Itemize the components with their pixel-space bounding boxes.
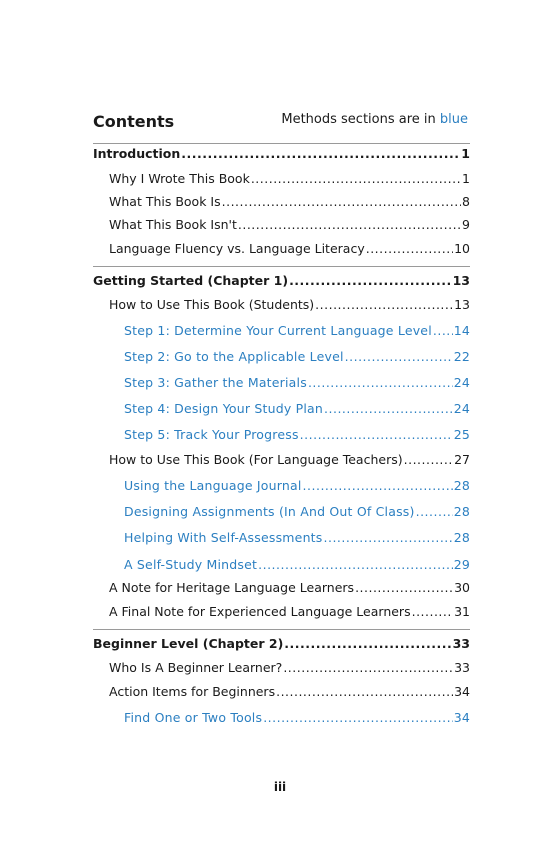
toc-entry-title: A Self-Study Mindset	[124, 557, 258, 572]
toc-entry	[109, 659, 470, 677]
page-title: Contents	[93, 112, 175, 131]
page-number: iii	[273, 780, 287, 794]
dot-leader	[251, 170, 461, 188]
toc-entry-title: How to Use This Book (Students)	[109, 297, 315, 312]
toc-entry-title: Helping With Self-Assessments	[124, 530, 323, 545]
toc-entry-title: Introduction	[93, 146, 181, 161]
dot-leader	[412, 603, 454, 621]
toc-entry-page: 33	[454, 660, 470, 675]
toc-entry-title: Find One or Two Tools	[124, 710, 263, 725]
dot-leader	[355, 579, 453, 597]
toc-entry-page: 33	[452, 636, 470, 651]
toc-entry-method	[124, 400, 470, 418]
toc-entry-title: Step 1: Determine Your Current Language Level	[124, 323, 432, 338]
toc-entry-title: What This Book Isn't	[109, 217, 237, 232]
toc-entry-page: 24	[453, 401, 470, 416]
section-divider	[93, 266, 470, 267]
dot-leader	[324, 529, 453, 547]
toc-entry-page: 34	[453, 710, 470, 725]
toc-entry-page: 28	[453, 530, 470, 545]
toc-entry-page: 24	[453, 375, 470, 390]
dot-leader	[366, 240, 453, 258]
toc-entry-method	[124, 322, 470, 340]
toc-entry-title: How to Use This Book (For Language Teachers)	[109, 452, 403, 467]
toc-entry	[109, 603, 470, 621]
toc-entry-title: Language Fluency vs. Language Literacy	[109, 241, 365, 256]
dot-leader	[315, 296, 453, 314]
toc-entry-title: Who Is A Beginner Learner?	[109, 660, 283, 675]
toc-entry-method	[124, 556, 470, 574]
toc-entry-page: 13	[452, 273, 470, 288]
toc-entry-title: Designing Assignments (In And Out Of Class)	[124, 504, 415, 519]
toc-entry-title: Step 5: Track Your Progress	[124, 427, 299, 442]
toc-entry-method	[124, 709, 470, 727]
toc-entry-title: Action Items for Beginners	[109, 684, 276, 699]
dot-leader	[308, 374, 453, 392]
toc-entry-title: Getting Started (Chapter 1)	[93, 273, 289, 288]
dot-leader	[258, 556, 453, 574]
dot-leader	[289, 272, 452, 290]
toc-entry-title: Beginner Level (Chapter 2)	[93, 636, 284, 651]
section-divider	[93, 629, 470, 630]
section-divider	[93, 143, 470, 144]
toc-entry-method	[124, 426, 470, 444]
toc-entry-page: 34	[454, 684, 470, 699]
toc-entry-page: 9	[462, 217, 470, 232]
toc-entry	[109, 240, 470, 258]
legend-note-text: Methods sections are in	[281, 112, 440, 127]
toc-entry-page: 8	[462, 194, 470, 209]
legend-note-blue-word: blue	[439, 112, 468, 127]
toc-entry-chapter-2	[93, 635, 470, 653]
toc-entry-method	[124, 477, 470, 495]
toc-entry-page: 1	[462, 171, 470, 186]
toc-entry	[109, 170, 470, 188]
toc-entry-page: 28	[453, 478, 470, 493]
toc-entry-method	[124, 374, 470, 392]
toc-entry-page: 29	[453, 557, 470, 572]
toc-entry-introduction	[93, 145, 470, 163]
toc-entry-title: What This Book Is	[109, 194, 221, 209]
toc-entry-page: 1	[461, 146, 470, 161]
toc-entry-method	[124, 503, 470, 521]
dot-leader	[324, 400, 453, 418]
dot-leader	[263, 709, 453, 727]
toc-entry	[109, 683, 470, 701]
toc-entry	[109, 193, 470, 211]
dot-leader	[416, 503, 453, 521]
toc-entry	[109, 579, 470, 597]
toc-entry	[109, 216, 470, 234]
dot-leader	[181, 145, 460, 163]
toc-entry-method	[124, 529, 470, 547]
dot-leader	[222, 193, 461, 211]
toc-entry-title: Step 4: Design Your Study Plan	[124, 401, 324, 416]
toc-entry-title: Why I Wrote This Book	[109, 171, 250, 186]
toc-entry-method	[124, 348, 470, 366]
dot-leader	[345, 348, 453, 366]
toc-entry-title: Step 2: Go to the Applicable Level	[124, 349, 344, 364]
legend-note	[281, 112, 468, 127]
dot-leader	[283, 659, 453, 677]
toc-entry-page: 14	[453, 323, 470, 338]
toc-entry-page: 28	[453, 504, 470, 519]
contents-header	[93, 110, 468, 134]
dot-leader	[284, 635, 451, 653]
toc-entry	[109, 296, 470, 314]
toc-entry-page: 10	[454, 241, 470, 256]
toc-entry-title: Step 3: Gather the Materials	[124, 375, 307, 390]
toc-entry-title: A Final Note for Experienced Language Learners	[109, 604, 411, 619]
dot-leader	[404, 451, 453, 469]
toc-entry-title: A Note for Heritage Language Learners	[109, 580, 355, 595]
toc-entry-page: 13	[454, 297, 470, 312]
dot-leader	[238, 216, 461, 234]
toc-entry-page: 31	[454, 604, 470, 619]
dot-leader	[300, 426, 453, 444]
toc-entry	[109, 451, 470, 469]
dot-leader	[276, 683, 453, 701]
toc-entry-title: Using the Language Journal	[124, 478, 302, 493]
dot-leader	[433, 322, 453, 340]
toc-entry-page: 30	[454, 580, 470, 595]
toc-entry-page: 27	[454, 452, 470, 467]
toc-entry-chapter-1	[93, 272, 470, 290]
dot-leader	[303, 477, 453, 495]
toc-entry-page: 25	[453, 427, 470, 442]
toc-entry-page: 22	[453, 349, 470, 364]
